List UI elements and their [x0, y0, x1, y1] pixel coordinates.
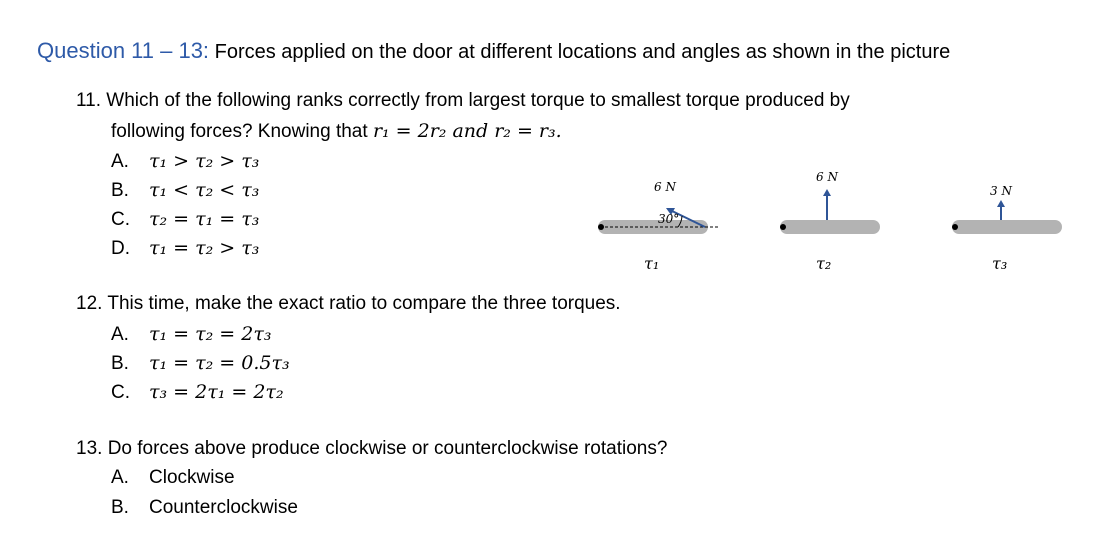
section-header-text: Forces applied on the door at different locations and angles as shown in the picture: [209, 41, 951, 63]
option-letter: C.: [111, 209, 130, 230]
option-letter: C.: [111, 382, 130, 403]
door-diagram-2: [780, 170, 880, 273]
option-expression: τ₁ > τ₂ > τ₃: [149, 150, 260, 172]
option-letter: D.: [111, 238, 130, 259]
option-letter: A.: [111, 151, 129, 172]
option-text: Clockwise: [149, 467, 235, 488]
q11-option-d[interactable]: [111, 237, 259, 260]
option-letter: B.: [111, 180, 129, 201]
door-bar: [952, 220, 1062, 234]
option-letter: B.: [111, 497, 129, 518]
option-expression: τ₂ = τ₁ = τ₃: [149, 208, 260, 230]
q12-option-a[interactable]: [111, 323, 271, 346]
question-12-title: 12. This time, make the exact ratio to compare the three torques.: [76, 293, 621, 314]
option-letter: A.: [111, 467, 129, 488]
q11-option-c[interactable]: [111, 208, 259, 231]
door-bar: [780, 220, 880, 234]
option-expression: τ₃ = 2τ₁ = 2τ₂: [149, 381, 284, 403]
q13-option-b[interactable]: [111, 497, 298, 519]
q12-option-b[interactable]: [111, 352, 290, 375]
force-diagrams: [590, 165, 1070, 285]
question-13-title: 13. Do forces above produce clockwise or counterclockwise rotations?: [76, 438, 668, 459]
torque-label: τ₁: [644, 254, 660, 273]
force-label: 3 N: [990, 184, 1012, 198]
question-11-line2-text: following forces? Knowing that: [111, 121, 373, 142]
q13-option-a[interactable]: [111, 467, 235, 489]
question-11-line1: 11. Which of the following ranks correctly from largest torque to smallest torque produced by: [76, 90, 850, 111]
option-expression: τ₁ = τ₂ = 2τ₃: [149, 323, 272, 345]
option-expression: τ₁ = τ₂ = 0.5τ₃: [149, 352, 290, 374]
option-expression: τ₁ < τ₂ < τ₃: [149, 179, 260, 201]
option-expression: τ₁ = τ₂ > τ₃: [149, 237, 260, 259]
hinge-point: [952, 224, 958, 230]
angle-label: 30°: [658, 212, 680, 226]
force-label: 6 N: [816, 170, 838, 184]
hinge-point: [598, 224, 604, 230]
option-text: Counterclockwise: [149, 497, 298, 518]
arrow-head: [997, 200, 1005, 207]
option-letter: B.: [111, 353, 129, 374]
question-11-line2: [111, 120, 562, 143]
hinge-point: [780, 224, 786, 230]
section-header-lead: Question 11 – 13:: [37, 38, 210, 63]
door-diagram-3: [952, 184, 1062, 273]
force-label: 6 N: [654, 180, 676, 194]
section-header: [37, 38, 950, 64]
q11-option-a[interactable]: [111, 150, 259, 173]
q12-option-c[interactable]: [111, 381, 284, 404]
torque-label: τ₂: [816, 254, 832, 273]
door-diagram-1: [598, 180, 720, 273]
question-11-given: r₁ = 2r₂ and r₂ = r₃.: [372, 120, 562, 142]
option-letter: A.: [111, 324, 129, 345]
torque-label: τ₃: [992, 254, 1008, 273]
q11-option-b[interactable]: [111, 179, 259, 202]
arrow-head: [823, 189, 831, 196]
